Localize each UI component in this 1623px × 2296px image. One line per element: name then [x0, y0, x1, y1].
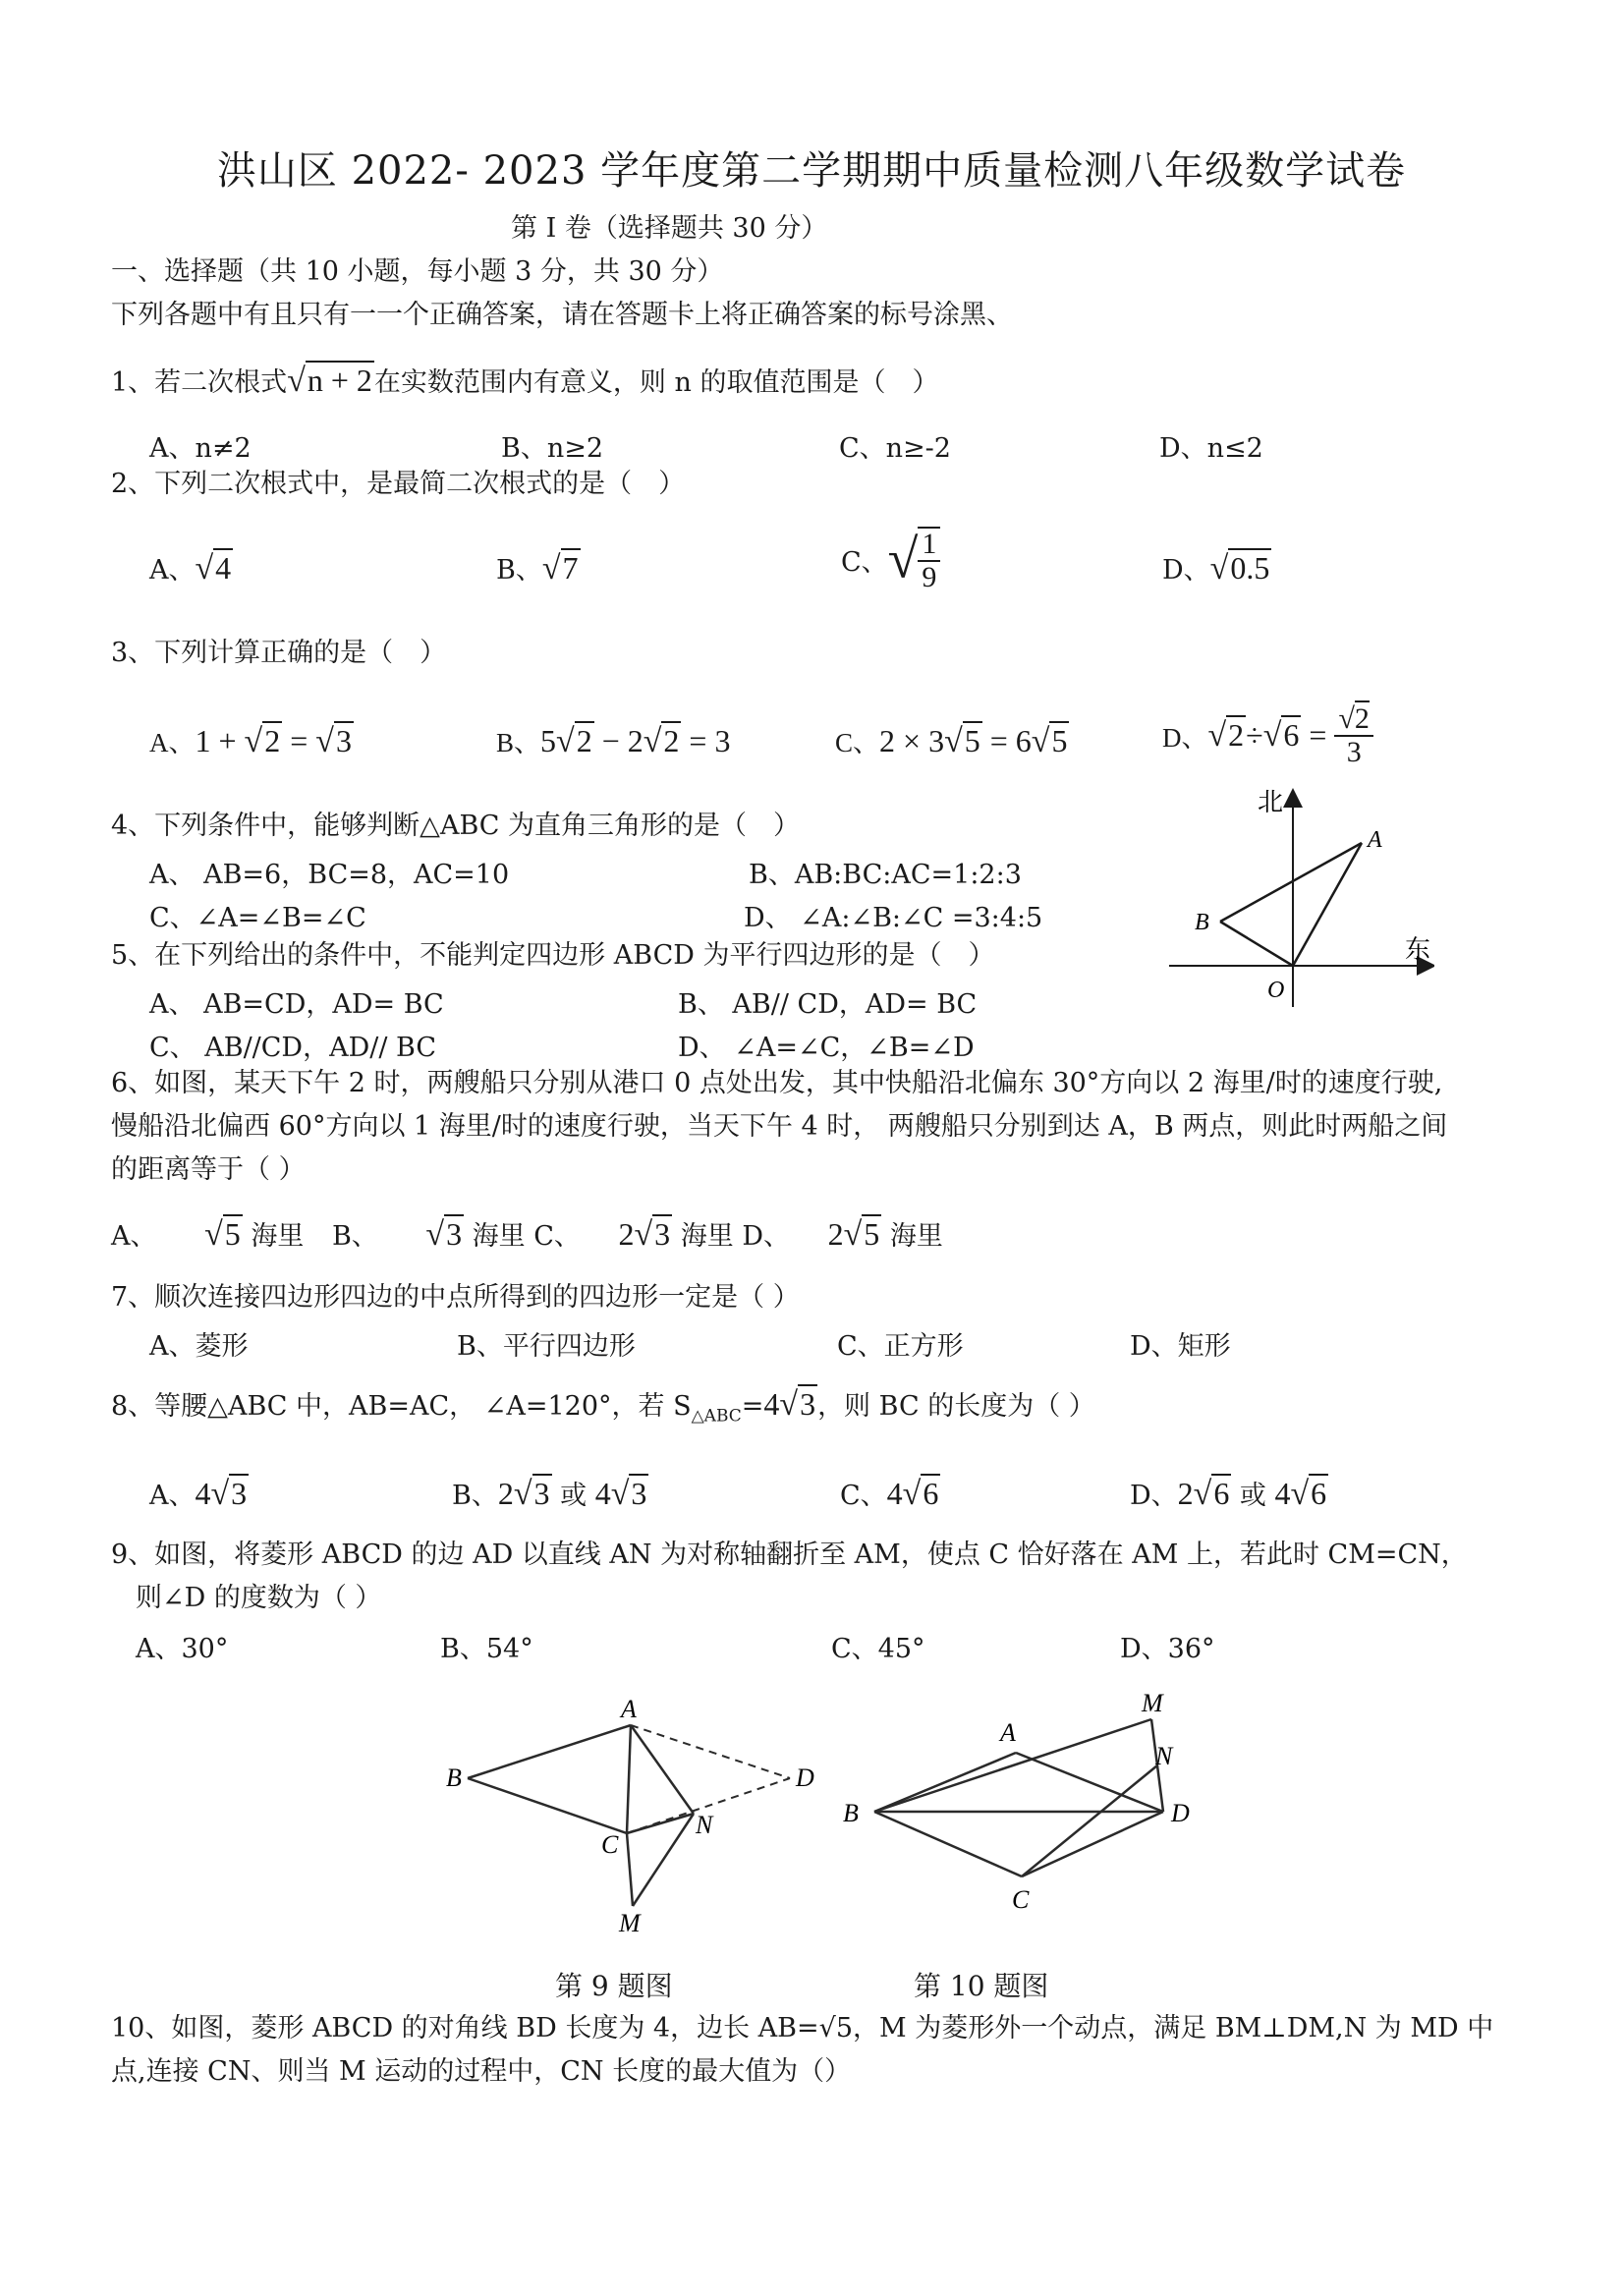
- fig9-dashed-ad: [631, 1725, 790, 1778]
- q4-option-c: C、∠A=∠B=∠C: [149, 903, 366, 933]
- north-label: 北: [1258, 788, 1284, 816]
- question-4: 4、下列条件中，能够判断△ABC 为直角三角形的是（ ）: [111, 811, 801, 841]
- fig10-label-a: A: [1000, 1718, 1016, 1747]
- q5-option-c: C、 AB//CD，AD// BC: [149, 1033, 437, 1063]
- point-o-label: O: [1267, 978, 1285, 1003]
- q8-coef: 4: [763, 1386, 780, 1422]
- q6-d-unit: 海里: [889, 1221, 943, 1252]
- q5-option-b: B、 AB// CD，AD= BC: [678, 989, 978, 1020]
- q2-a-value: 4: [215, 550, 232, 586]
- q8-a-label: A、: [149, 1481, 196, 1511]
- fig9-segment-bc: [468, 1778, 627, 1833]
- point-b-label: B: [1195, 910, 1209, 935]
- fig10-label-n: N: [1155, 1742, 1173, 1770]
- q8-suffix: ，则 BC 的长度为（ ）: [817, 1391, 1095, 1422]
- fig10-segment-ad: [1016, 1753, 1163, 1812]
- fig9-segment-cm: [627, 1833, 633, 1906]
- q6-a-label: A、: [111, 1221, 157, 1252]
- q9-option-b: B、54°: [440, 1634, 533, 1664]
- q7-option-b: B、平行四边形: [457, 1331, 636, 1362]
- q8-option-a: A、4√3: [149, 1476, 248, 1512]
- q3-c-root1: 5: [964, 723, 980, 758]
- q6-options: A、 √5 海里 B、 √3 海里 C、 2√3 海里 D、 2√5 海里: [111, 1216, 943, 1253]
- q8-c-label: C、: [840, 1481, 887, 1511]
- q8-c-radicand: 6: [923, 1476, 939, 1511]
- q1-prefix: 1、若二次根式: [111, 367, 288, 398]
- q1-option-c: C、n≥-2: [839, 433, 951, 464]
- question-9-line-2: 则∠D 的度数为（ ）: [136, 1583, 382, 1613]
- q8-d-coef1: 2: [1177, 1476, 1194, 1511]
- fig9-segment-ac: [627, 1725, 631, 1833]
- instructions: 下列各题中有且只有一一个正确答案，请在答题卡上将正确答案的标号涂黑、: [111, 300, 1013, 330]
- q2-option-d: D、√0.5: [1162, 550, 1270, 587]
- q3-d-label: D、: [1162, 723, 1208, 753]
- fig9-label-n: N: [696, 1811, 713, 1839]
- fig10-segment-cd: [1022, 1812, 1163, 1876]
- q2-c-denominator: 9: [922, 560, 937, 593]
- q6-c-unit: 海里 D、: [680, 1221, 790, 1252]
- q9-option-c: C、45°: [831, 1634, 925, 1664]
- question-6-line-2: 慢船沿北偏西 60°方向以 1 海里/时的速度行驶，当天下午 4 时， 两艘船只分别到达 A，B 两点，则此时两船之间: [111, 1111, 1448, 1142]
- q8-b-radicand1: 3: [533, 1476, 550, 1511]
- q2-a-label: A、: [149, 555, 196, 586]
- q8-d-label: D、: [1130, 1481, 1178, 1511]
- q1-option-d: D、n≤2: [1159, 433, 1263, 464]
- q5-option-d: D、 ∠A=∠C，∠B=∠D: [678, 1033, 975, 1063]
- q8-b-radicand2: 3: [631, 1476, 647, 1511]
- q6-d-coef: 2: [827, 1216, 844, 1252]
- q2-option-a: A、√4: [149, 550, 232, 587]
- q3-a-part2: =: [282, 723, 316, 758]
- fig9-label-b: B: [446, 1764, 462, 1792]
- q3-d-root2: 6: [1283, 716, 1300, 753]
- q8-b-or: 或: [551, 1481, 595, 1511]
- q2-option-c: C、√ $\frac{1}{9}$: [841, 527, 940, 592]
- q6-d-value: 5: [864, 1216, 880, 1252]
- q6-c-coef: 2: [618, 1216, 635, 1252]
- question-5: 5、在下列给出的条件中，不能判定四边形 ABCD 为平行四边形的是（ ）: [111, 940, 995, 971]
- q1-option-a: A、n≠2: [149, 433, 252, 464]
- q3-c-part2: = 6: [981, 723, 1032, 758]
- segment-ob: [1220, 922, 1293, 966]
- q1-radical: √n + 2: [287, 363, 372, 399]
- q8-d-radicand2: 6: [1311, 1476, 1327, 1511]
- q3-a-root2: 3: [335, 723, 352, 758]
- q2-b-value: 7: [562, 550, 579, 586]
- q1-radicand: n + 2: [307, 363, 372, 398]
- fig9-label-m: M: [619, 1909, 641, 1935]
- q3-c-root2: 5: [1051, 723, 1068, 758]
- q2-d-label: D、: [1162, 555, 1210, 586]
- q6-b-unit: 海里 C、: [472, 1221, 581, 1252]
- fig10-label-m: M: [1142, 1690, 1163, 1717]
- east-label: 东: [1405, 935, 1431, 964]
- question-8: 8、等腰△ABC 中，AB=AC， ∠A=120°，若 $S_{\triangle ABC}=4√3$，则 BC 的长度为（ ）: [111, 1386, 1095, 1427]
- q6-a-value: 5: [224, 1216, 241, 1252]
- q9-option-d: D、36°: [1120, 1634, 1215, 1664]
- q3-d-part1: ÷: [1246, 717, 1263, 753]
- q6-b-label: B、: [331, 1221, 378, 1252]
- q8-d-or: 或: [1231, 1481, 1275, 1511]
- q3-c-label: C、: [835, 728, 880, 757]
- q2-c-numerator: 1: [918, 529, 940, 562]
- q5-option-a: A、 AB=CD，AD= BC: [149, 989, 444, 1020]
- q3-b-root1: 2: [576, 723, 592, 758]
- q3-d-numerator: 2: [1354, 702, 1370, 735]
- q3-option-c: C、2 × 3√5 = 6√5: [835, 723, 1068, 759]
- fig10-segment-bc: [874, 1812, 1022, 1876]
- figure-9: [432, 1690, 825, 1935]
- q8-option-b: B、2√3 或 4√3: [452, 1476, 647, 1512]
- figure-10-caption: 第 10 题图: [914, 1970, 1049, 2002]
- question-3: 3、下列计算正确的是（ ）: [111, 638, 447, 668]
- question-6-line-3: 的距离等于（ ）: [111, 1154, 306, 1185]
- q8-c-coef: 4: [886, 1476, 903, 1511]
- compass-figure: [1159, 786, 1434, 1012]
- q3-option-d: D、 √2 ÷ √6 = $\frac{√2}{3}$: [1162, 703, 1373, 767]
- q4-option-a: A、 AB=6，BC=8，AC=10: [149, 860, 510, 890]
- q8-prefix: 8、等腰△ABC 中，AB=AC， ∠A=120°，若 S: [111, 1391, 692, 1422]
- question-9-line-1: 9、如图，将菱形 ABCD 的边 AD 以直线 AN 为对称轴翻折至 AM，使点 C 恰好落在 AM 上，若此时 CM=CN，: [111, 1540, 1468, 1570]
- figure-9-caption: 第 9 题图: [555, 1970, 673, 2002]
- q6-c-value: 3: [654, 1216, 671, 1252]
- q3-d-part2: =: [1301, 717, 1335, 753]
- fig9-label-d: D: [796, 1764, 814, 1792]
- fig10-label-b: B: [843, 1799, 859, 1827]
- question-7: 7、顺次连接四边形四边的中点所得到的四边形一定是（ ）: [111, 1282, 800, 1313]
- question-1: [111, 364, 938, 400]
- fig9-label-c: C: [601, 1830, 619, 1859]
- q8-a-coef: 4: [195, 1476, 211, 1511]
- fig9-segment-ba: [468, 1725, 631, 1778]
- fig10-label-d: D: [1171, 1799, 1190, 1827]
- q3-c-part1: 2 × 3: [879, 723, 945, 758]
- fig9-segment-an: [631, 1725, 694, 1814]
- q7-option-a: A、菱形: [149, 1331, 249, 1362]
- point-a-label: A: [1368, 827, 1382, 853]
- q2-c-label: C、: [841, 547, 888, 578]
- q3-option-a: A、1 + √2 = √3: [149, 723, 352, 759]
- q1-suffix: 在实数范围内有意义，则 n 的取值范围是（ ）: [373, 367, 939, 398]
- q8-subscript: △ABC: [691, 1406, 742, 1427]
- q3-b-part1: 5: [540, 723, 557, 758]
- q3-a-root1: 2: [264, 723, 281, 758]
- q6-b-value: 3: [446, 1216, 463, 1252]
- q3-b-label: B、: [496, 728, 541, 757]
- part1-title: 一、选择题（共 10 小题，每小题 3 分，共 30 分）: [111, 256, 724, 287]
- q8-radicand: 3: [800, 1386, 816, 1422]
- question-10-line-1: 10、如图，菱形 ABCD 的对角线 BD 长度为 4，边长 AB=√5，M 为菱形外一个动点，满足 BM⊥DM,N 为 MD 中: [111, 2013, 1494, 2044]
- q3-b-root2: 2: [663, 723, 680, 758]
- q3-b-part3: = 3: [681, 723, 731, 758]
- q8-equals: =: [741, 1391, 764, 1422]
- q3-d-denominator: 3: [1346, 735, 1362, 768]
- q2-d-value: 0.5: [1230, 550, 1270, 586]
- q8-b-coef2: 4: [594, 1476, 611, 1511]
- q8-b-coef1: 2: [497, 1476, 514, 1511]
- q3-a-label: A、: [149, 728, 196, 757]
- q6-a-unit: 海里: [251, 1221, 305, 1252]
- question-10-line-2: 点,连接 CN、则当 M 运动的过程中，CN 长度的最大值为（）: [111, 2056, 852, 2087]
- fig10-segment-ba: [874, 1753, 1016, 1812]
- section-title: 第 I 卷（选择题共 30 分）: [511, 213, 828, 244]
- q9-option-a: A、30°: [136, 1634, 229, 1664]
- q4-option-d: D、 ∠A:∠B:∠C =3:4:5: [744, 903, 1043, 933]
- q7-option-c: C、正方形: [837, 1331, 964, 1362]
- fig10-label-c: C: [1012, 1885, 1030, 1914]
- q8-d-radicand1: 6: [1213, 1476, 1230, 1511]
- q8-option-d: D、2√6 或 4√6: [1130, 1476, 1327, 1512]
- q3-option-b: B、5√2 − 2√2 = 3: [496, 723, 731, 759]
- q8-d-coef2: 4: [1274, 1476, 1291, 1511]
- q8-option-c: C、4√6: [840, 1476, 939, 1512]
- q8-a-radicand: 3: [231, 1476, 248, 1511]
- q3-b-part2: − 2: [593, 723, 644, 758]
- page-title: 洪山区 2022- 2023 学年度第二学期期中质量检测八年级数学试卷: [216, 148, 1407, 194]
- q4-option-b: B、AB:BC:AC=1:2:3: [749, 860, 1022, 890]
- q7-option-d: D、矩形: [1130, 1331, 1231, 1362]
- question-2: 2、下列二次根式中，是最简二次根式的是（ ）: [111, 469, 686, 499]
- figure-10: [835, 1690, 1208, 1935]
- q2-option-b: B、√7: [496, 550, 579, 587]
- q3-d-root1: 2: [1228, 716, 1245, 753]
- q3-a-part1: 1 +: [195, 723, 245, 758]
- q2-b-label: B、: [496, 555, 542, 586]
- q8-b-label: B、: [452, 1481, 498, 1511]
- q1-option-b: B、n≥2: [501, 433, 604, 464]
- fig9-label-a: A: [621, 1695, 637, 1723]
- question-6-line-1: 6、如图，某天下午 2 时，两艘船只分别从港口 0 点处出发，其中快船沿北偏东 30°方向以 2 海里/时的速度行驶,: [111, 1068, 1443, 1098]
